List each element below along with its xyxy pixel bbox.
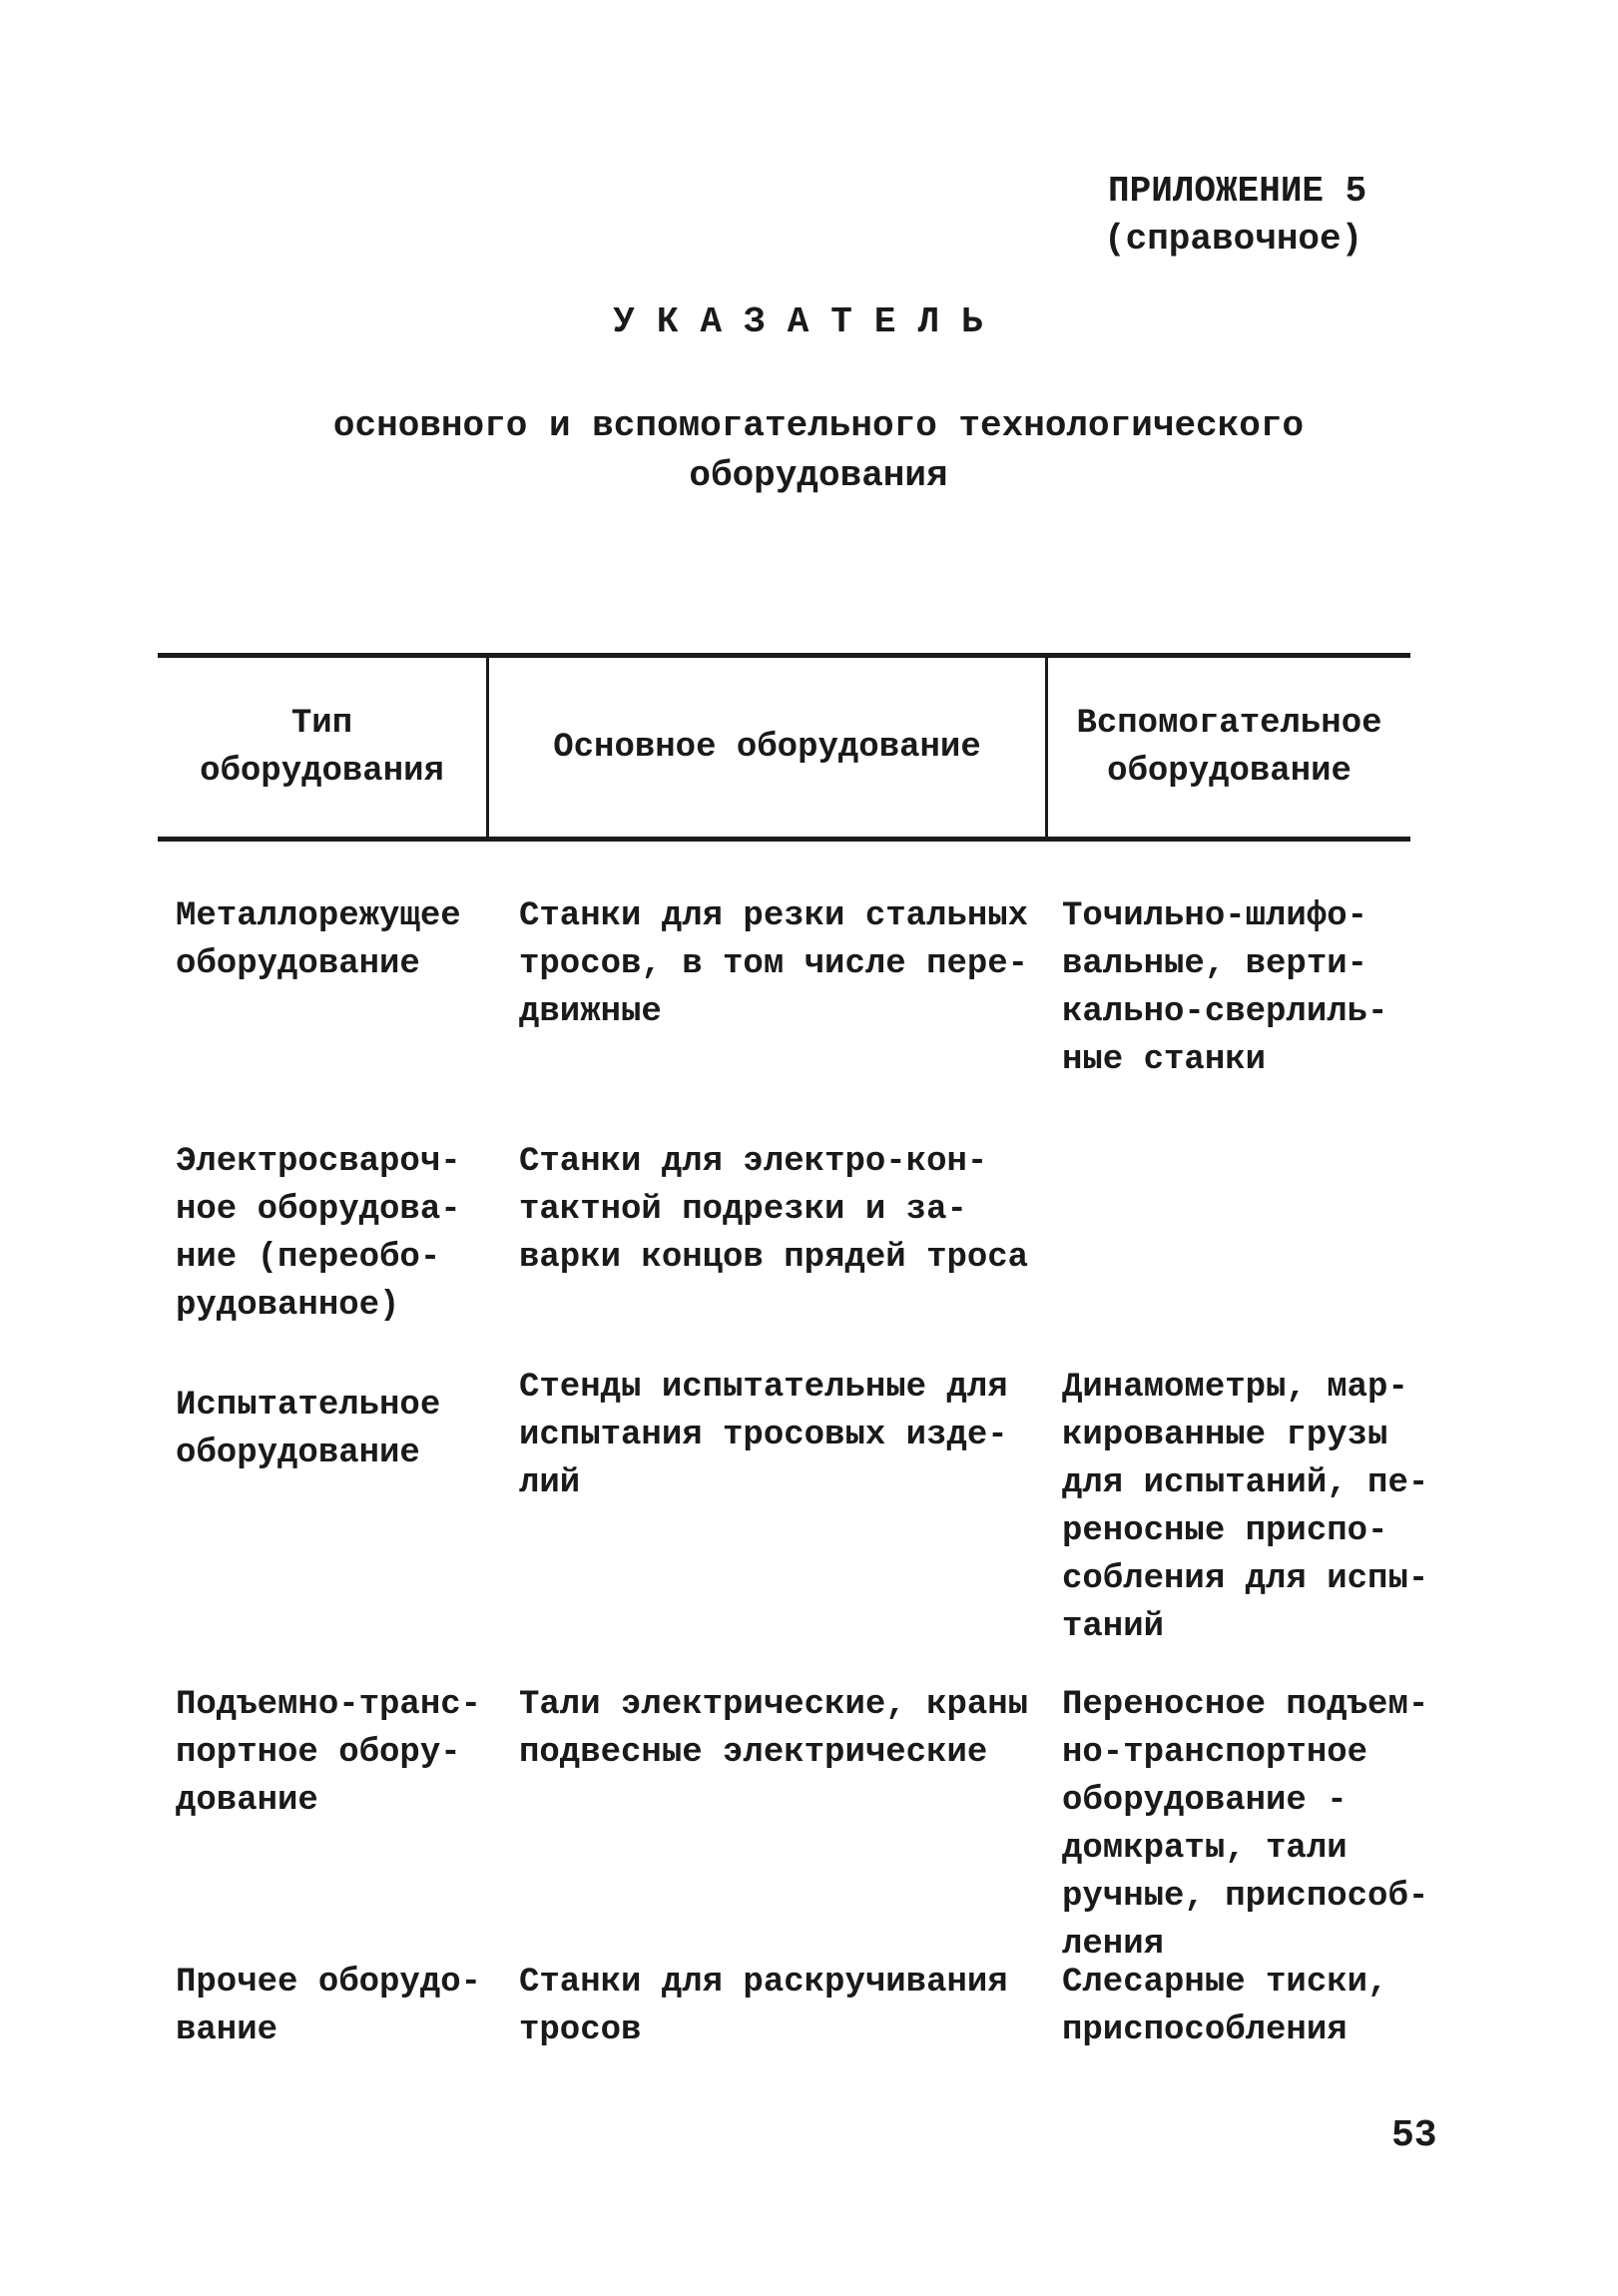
row-2-type: Электросвароч- ное оборудова- ние (переобо- рудованное) xyxy=(176,1143,461,1325)
row-1-main: Станки для резки стальных тросов, в том числе пере- движные xyxy=(519,897,1029,1031)
row-3-aux: Динамометры, мар- кированные грузы для испытаний, пе- реносные приспо- собления для испы- таний xyxy=(1062,1369,1429,1646)
row-5-aux: Слесарные тиски, приспособления xyxy=(1062,1964,1388,2049)
row-4-main: Тали электрические, краны подвесные электрические xyxy=(519,1686,1029,1772)
header-auxiliary-equipment xyxy=(1048,658,1410,837)
subtitle-line-1: основного и вспомогательного технологического xyxy=(332,405,1305,446)
document-subtitle xyxy=(220,401,1417,501)
document-title: УКАЗАТЕЛЬ xyxy=(613,301,1005,342)
table-header-bottom-rule xyxy=(158,837,1410,842)
subtitle-line-2: оборудования xyxy=(689,455,948,496)
header-main-equipment-text: Основное оборудование xyxy=(553,728,981,767)
row-3-main: Стенды испытательные для испытания тросовых изде- лий xyxy=(519,1369,1008,1502)
row-5-type: Прочее оборудо- вание xyxy=(176,1964,482,2049)
row-1-type: Металлорежущее оборудование xyxy=(176,897,461,983)
row-1-aux: Точильно-шлифо- вальные, верти- кально-сверлиль- ные станки xyxy=(1062,897,1388,1079)
page-number: 53 xyxy=(1391,2114,1437,2157)
appendix-label xyxy=(1104,168,1407,264)
appendix-note: (справочное) xyxy=(1104,219,1363,260)
header-auxiliary-equipment-text: Вспомогательное оборудование xyxy=(1076,704,1382,791)
header-main-equipment xyxy=(489,658,1045,837)
row-3-type: Испытательное оборудование xyxy=(176,1387,441,1472)
appendix-title: ПРИЛОЖЕНИЕ 5 xyxy=(1108,171,1367,212)
row-5-main: Станки для раскручивания тросов xyxy=(519,1964,1008,2049)
header-equipment-type xyxy=(158,658,486,837)
row-2-main: Станки для электро-кон- тактной подрезки и за- варки концов прядей троса xyxy=(519,1143,1029,1277)
row-4-type: Подъемно-транс- портное обору- дование xyxy=(176,1686,482,1820)
row-4-aux: Переносное подъем- но-транспортное оборудование - домкраты, тали ручные, приспособ- ления xyxy=(1062,1686,1429,1964)
header-equipment-type-text: Тип оборудования xyxy=(200,704,444,791)
